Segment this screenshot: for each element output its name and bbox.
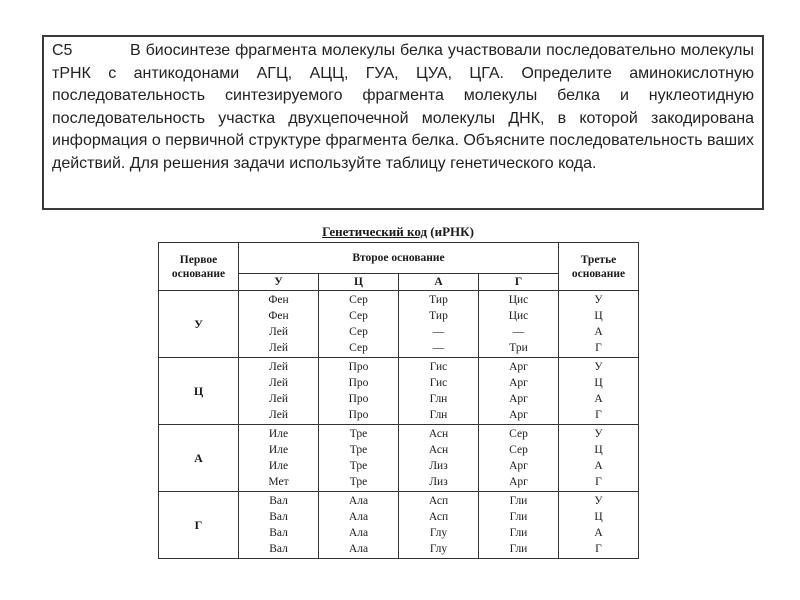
- amino-acid: Сер: [509, 427, 528, 440]
- amino-acid: Сер: [349, 293, 368, 306]
- amino-acid: Мет: [268, 476, 289, 489]
- amino-acid: Вал: [269, 510, 288, 523]
- amino-acid: Гис: [429, 376, 448, 389]
- amino-acid-cell: [319, 291, 399, 358]
- third-base-cell: [559, 291, 639, 358]
- amino-acid: Лей: [269, 326, 288, 338]
- first-base-cell: Г: [159, 492, 239, 559]
- third-base: Ц: [594, 443, 603, 456]
- task-label: С5: [52, 42, 73, 59]
- amino-acid: Фен: [268, 309, 289, 322]
- amino-acid: Тре: [349, 427, 368, 440]
- amino-acid: Фен: [268, 293, 289, 306]
- amino-acid: Гли: [509, 510, 528, 523]
- first-base-cell: Ц: [159, 358, 239, 425]
- amino-acid: Сер: [349, 342, 368, 355]
- genetic-code-table: [158, 242, 639, 559]
- amino-acid-cell: [319, 425, 399, 492]
- table-title: [158, 224, 638, 240]
- amino-acid: Вал: [269, 527, 288, 539]
- header-second-base: Второе основание: [239, 243, 559, 274]
- amino-acid-cell: [479, 492, 559, 559]
- third-base: У: [594, 427, 603, 440]
- second-base-u: У: [239, 274, 319, 291]
- amino-acid-cell: [399, 291, 479, 358]
- amino-acid: Ала: [348, 494, 369, 507]
- third-base-cell: [559, 425, 639, 492]
- amino-acid: Арг: [509, 360, 528, 373]
- amino-acid-cell: [319, 492, 399, 559]
- amino-acid: Глн: [429, 393, 448, 405]
- third-base: А: [594, 393, 603, 405]
- amino-acid: Лей: [269, 342, 288, 355]
- amino-acid: Тре: [349, 476, 368, 489]
- table-title-main: Генетический код: [322, 224, 428, 239]
- amino-acid-cell: [479, 425, 559, 492]
- third-base: Г: [595, 543, 602, 556]
- amino-acid: Про: [348, 409, 369, 422]
- amino-acid: Глу: [429, 527, 448, 539]
- header-first-base: Первое основание: [159, 243, 239, 291]
- amino-acid: Вал: [269, 543, 288, 556]
- table-row: [159, 425, 639, 492]
- amino-acid: Сер: [509, 443, 528, 456]
- third-base-cell: [559, 492, 639, 559]
- amino-acid: Иле: [268, 460, 289, 472]
- third-base: А: [594, 326, 603, 338]
- amino-acid-cell: [479, 358, 559, 425]
- third-base: Ц: [594, 510, 603, 523]
- amino-acid-cell: [479, 291, 559, 358]
- first-base-cell: А: [159, 425, 239, 492]
- amino-acid-cell: [399, 425, 479, 492]
- amino-acid: Гли: [509, 494, 528, 507]
- third-base: Г: [595, 342, 602, 355]
- amino-acid: Сер: [349, 326, 368, 338]
- amino-acid: Тир: [429, 293, 448, 306]
- amino-acid: Арг: [509, 460, 528, 472]
- table-row: [159, 291, 639, 358]
- amino-acid: —: [512, 326, 525, 338]
- amino-acid-cell: [239, 492, 319, 559]
- third-base: У: [594, 293, 603, 306]
- amino-acid: Про: [348, 393, 369, 405]
- amino-acid: Лей: [269, 376, 288, 389]
- task-text: [52, 40, 754, 176]
- first-base-cell: У: [159, 291, 239, 358]
- second-base-a: А: [399, 274, 479, 291]
- amino-acid: —: [432, 342, 445, 355]
- amino-acid: Тре: [349, 460, 368, 472]
- amino-acid: Тир: [429, 309, 448, 322]
- amino-acid-cell: [239, 358, 319, 425]
- second-base-c: Ц: [319, 274, 399, 291]
- genetic-code-body: [159, 291, 639, 559]
- amino-acid: Лей: [269, 360, 288, 373]
- amino-acid: Ала: [348, 543, 369, 556]
- amino-acid: Лиз: [429, 460, 448, 472]
- amino-acid: Лей: [269, 409, 288, 422]
- amino-acid-cell: [399, 492, 479, 559]
- amino-acid: Арг: [509, 409, 528, 422]
- amino-acid: Асн: [428, 443, 449, 456]
- task-box: [42, 35, 764, 210]
- amino-acid-cell: [399, 358, 479, 425]
- third-base: А: [594, 460, 603, 472]
- amino-acid: Арг: [509, 393, 528, 405]
- amino-acid: Арг: [509, 376, 528, 389]
- amino-acid: Цис: [508, 309, 529, 322]
- task-body: В биосинтезе фрагмента молекулы белка участвовали последовательно молекулы тРНК с антикодонами АГЦ, АЦЦ, ГУА, ЦУА, ЦГА. Определите аминокислотную последовательность синтезируемого фрагмента молекулы белка и нуклеотидную последовательность участка двухцепочечной молекулы ДНК, в которой закодирована информация о первичной структуре фрагмента белка. Объясните последовательность ваших действий. Для решения задачи используйте таблицу генетического кода.: [52, 42, 754, 172]
- third-base: Г: [595, 476, 602, 489]
- amino-acid: Асп: [428, 510, 449, 523]
- amino-acid: Асп: [428, 494, 449, 507]
- table-title-sub: (иРНК): [430, 224, 474, 239]
- amino-acid: Иле: [268, 443, 289, 456]
- amino-acid-cell: [239, 291, 319, 358]
- amino-acid: Ала: [348, 527, 369, 539]
- amino-acid: Арг: [509, 476, 528, 489]
- amino-acid: —: [432, 326, 445, 338]
- header-third-base: Третье основание: [559, 243, 639, 291]
- amino-acid: Асн: [428, 427, 449, 440]
- third-base: У: [594, 360, 603, 373]
- third-base: Ц: [594, 376, 603, 389]
- amino-acid: Ала: [348, 510, 369, 523]
- amino-acid: Три: [509, 342, 528, 355]
- third-base: А: [594, 527, 603, 539]
- amino-acid: Иле: [268, 427, 289, 440]
- amino-acid: Про: [348, 360, 369, 373]
- second-base-g: Г: [479, 274, 559, 291]
- third-base: У: [594, 494, 603, 507]
- amino-acid: Глн: [429, 409, 448, 422]
- amino-acid: Вал: [269, 494, 288, 507]
- amino-acid: Лей: [269, 393, 288, 405]
- amino-acid-cell: [239, 425, 319, 492]
- amino-acid: Гли: [509, 527, 528, 539]
- amino-acid-cell: [319, 358, 399, 425]
- amino-acid: Гис: [429, 360, 448, 373]
- amino-acid: Сер: [349, 309, 368, 322]
- amino-acid: Про: [348, 376, 369, 389]
- amino-acid: Тре: [349, 443, 368, 456]
- amino-acid: Лиз: [429, 476, 448, 489]
- third-base: Ц: [594, 309, 603, 322]
- amino-acid: Гли: [509, 543, 528, 556]
- third-base-cell: [559, 358, 639, 425]
- amino-acid: Цис: [508, 293, 529, 306]
- amino-acid: Глу: [429, 543, 448, 556]
- table-row: [159, 358, 639, 425]
- table-row: [159, 492, 639, 559]
- third-base: Г: [595, 409, 602, 422]
